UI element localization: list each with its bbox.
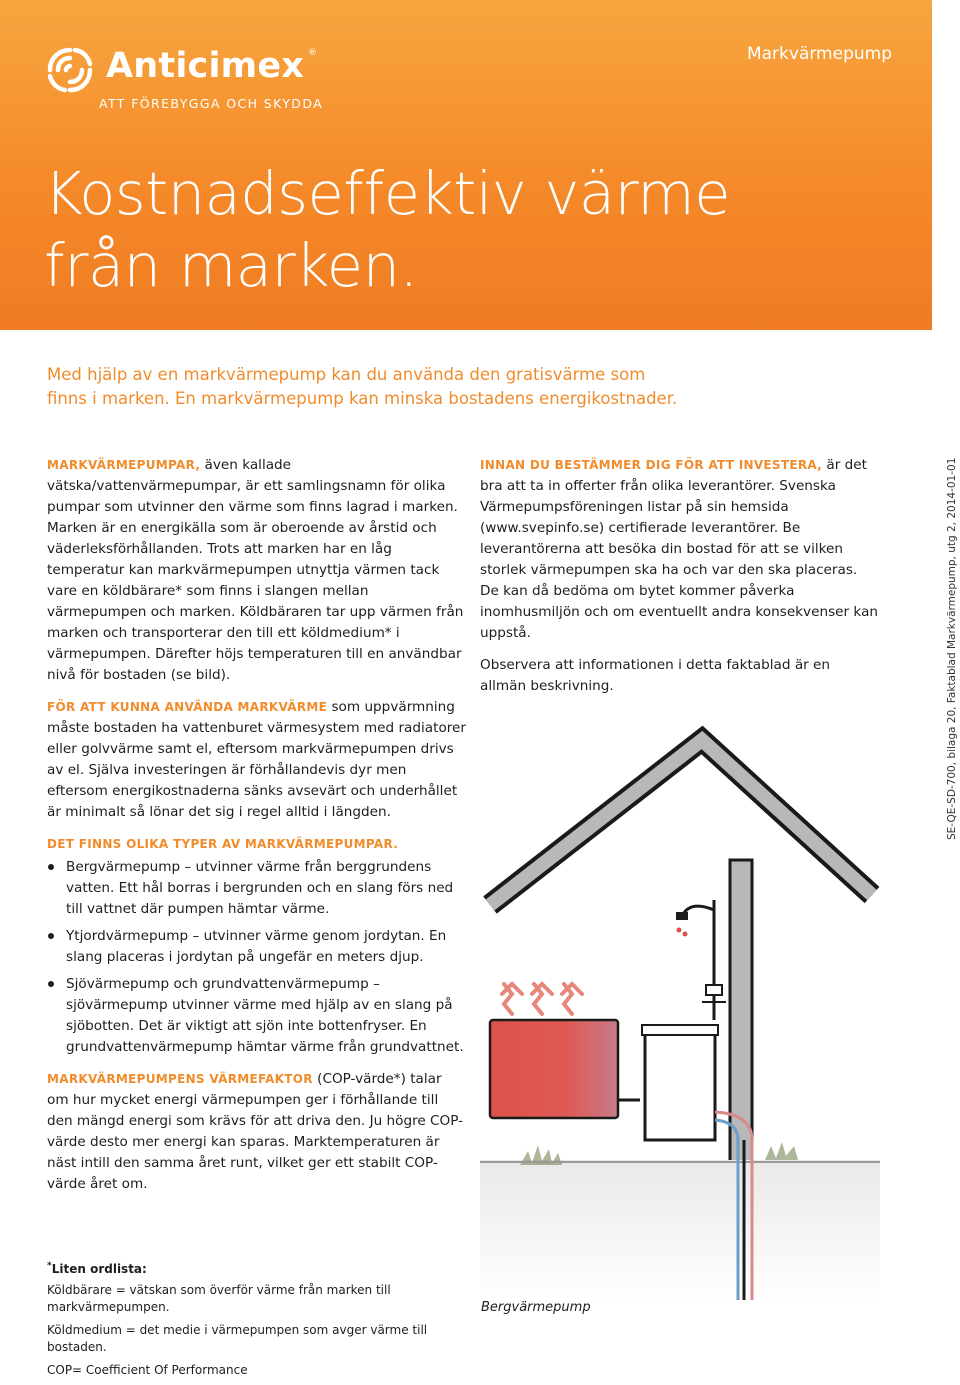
category-label: Markvärmepump bbox=[746, 44, 892, 64]
ground bbox=[480, 1142, 880, 1300]
body-before-investing: är det bra att ta in offerter från olika leverantörer. Svenska Värmepumpsföreningen listar på sin hemsida (www.svepinfo.se) certifierade leverantörer. Be leverantörerna att besöka din bostad för att se vilken storlek värmepumpen ska ha och var den ska placeras. De kan då bedöma om bytet kommer påverka inomhusmiljön och om eventuellt andra konsekvenser kan uppstå. bbox=[480, 457, 879, 641]
paragraph-heat-pumps bbox=[47, 455, 467, 686]
house-wall bbox=[730, 860, 752, 1170]
left-column bbox=[47, 455, 467, 1206]
intro-text: Med hjälp av en markvärmepump kan du använda den gratisvärme som finns i marken. En markvärmepump kan minska bostadens energikostnader. bbox=[47, 365, 678, 408]
body-requirements: som uppvärmning måste bostaden ha vattenburet värmesystem med radiatorer eller golvvärme samt el, eftersom markvärmepumpen drivs av el. Själva investeringen är förhållandevis dyr men eftersom energikostnaderna sänks avsevärt och underhållet är minimalt så lönar det sig i regel alltid i längden. bbox=[47, 699, 467, 820]
list-item-bergvarme: Bergvärmepump – utvinner värme från berggrundens vatten. Ett hål borras i bergrunden och en slang förs ned till vattnet där pumpen hämtar värme. bbox=[47, 857, 467, 920]
heat-pump-unit bbox=[642, 1025, 718, 1140]
paragraph-cop bbox=[47, 1069, 467, 1195]
list-item-sjovarme: Sjövärmepump och grundvattenvärmepump – sjövärmepump utvinner värme med hjälp av en slang på sjöbotten. Det är viktigt att sjön inte bottenfryser. En grundvattenvärmepump hämtar värme från grundvattnet. bbox=[47, 974, 467, 1058]
body-heat-pumps: även kallade vätska/vattenvärmepumpar, är ett samlingsnamn för olika pumpar som utvinner den värme som finns lagrad i marken. Marken är en energikälla som är oberoende av årstid och väderleksförhållanden. Trots att marken har en låg temperatur kan markvärmepumpen utnyttja värmen tack vare en köldbärare* som finns i slangen mellan värmepumpen och marken. Köldbäraren tar upp värmen från marken och transporterar den till ett köldmedium* i värmepumpen. Därefter höjs temperaturen till en användbar nivå för bostaden (se bild). bbox=[47, 457, 464, 683]
anticimex-logo-icon bbox=[44, 44, 96, 96]
brand-name: Anticimex bbox=[106, 46, 305, 86]
glossary-title-text: Liten ordlista: bbox=[51, 1262, 147, 1276]
lead-requirements: FÖR ATT KUNNA ANVÄNDA MARKVÄRME bbox=[47, 700, 328, 714]
registered-mark: ® bbox=[308, 48, 317, 58]
types-title: DET FINNS OLIKA TYPER AV MARKVÄRMEPUMPAR. bbox=[47, 837, 399, 851]
right-column bbox=[480, 455, 880, 708]
page-title-line-2: från marken. bbox=[44, 231, 418, 300]
lead-cop: MARKVÄRMEPUMPENS VÄRMEFAKTOR bbox=[47, 1072, 313, 1086]
page-title-line-1: Kostnadseffektiv värme bbox=[44, 159, 731, 228]
glossary-title bbox=[47, 1258, 487, 1278]
house-heat-pump-diagram bbox=[480, 720, 880, 1300]
lead-heat-pumps: MARKVÄRMEPUMPAR, bbox=[47, 458, 201, 472]
paragraph-disclaimer: Observera att informationen i detta faktablad är en allmän beskrivning. bbox=[480, 657, 831, 694]
glossary bbox=[47, 1258, 487, 1385]
radiator bbox=[490, 1020, 640, 1118]
illustration-caption: Bergvärmepump bbox=[481, 1300, 591, 1315]
page-title bbox=[44, 158, 904, 302]
types-list bbox=[47, 857, 467, 1058]
list-item-ytjord: Ytjordvärmepump – utvinner värme genom jordytan. En slang placeras i jordytan på ungefär en meters djup. bbox=[47, 926, 467, 968]
body-cop: (COP-värde*) talar om hur mycket energi värmepumpen ger i förhållande till den mängd energi som krävs för att driva den. Ju högre COP-värde desto mer energi kan sparas. Marktemperaturen är näst intill den samma året runt, vilket ger ett stabilt COP-värde året om. bbox=[47, 1071, 464, 1192]
glossary-asterisk: * bbox=[47, 1261, 52, 1271]
brand-tagline: ATT FÖREBYGGA OCH SKYDDA bbox=[99, 96, 324, 111]
shower-icon bbox=[676, 900, 726, 1020]
paragraph-requirements bbox=[47, 697, 467, 823]
paragraph-before-investing bbox=[480, 455, 880, 644]
house-roof bbox=[490, 740, 872, 905]
heat-waves-icon bbox=[502, 984, 582, 1014]
header-banner bbox=[0, 0, 932, 330]
glossary-item-cop: COP= Coefficient Of Performance bbox=[47, 1363, 248, 1377]
lead-before-investing: INNAN DU BESTÄMMER DIG FÖR ATT INVESTERA, bbox=[480, 458, 823, 472]
glossary-item-koldbarare: Köldbärare = vätskan som överför värme från marken till markvärmepumpen. bbox=[47, 1283, 391, 1314]
glossary-item-koldmedium: Köldmedium = det medie i värmepumpen som avger värme till bostaden. bbox=[47, 1323, 428, 1354]
document-reference: SE-QE-SD-700, bilaga 20, Faktablad Markvärmepump, utg 2, 2014-01-01 bbox=[946, 457, 958, 840]
